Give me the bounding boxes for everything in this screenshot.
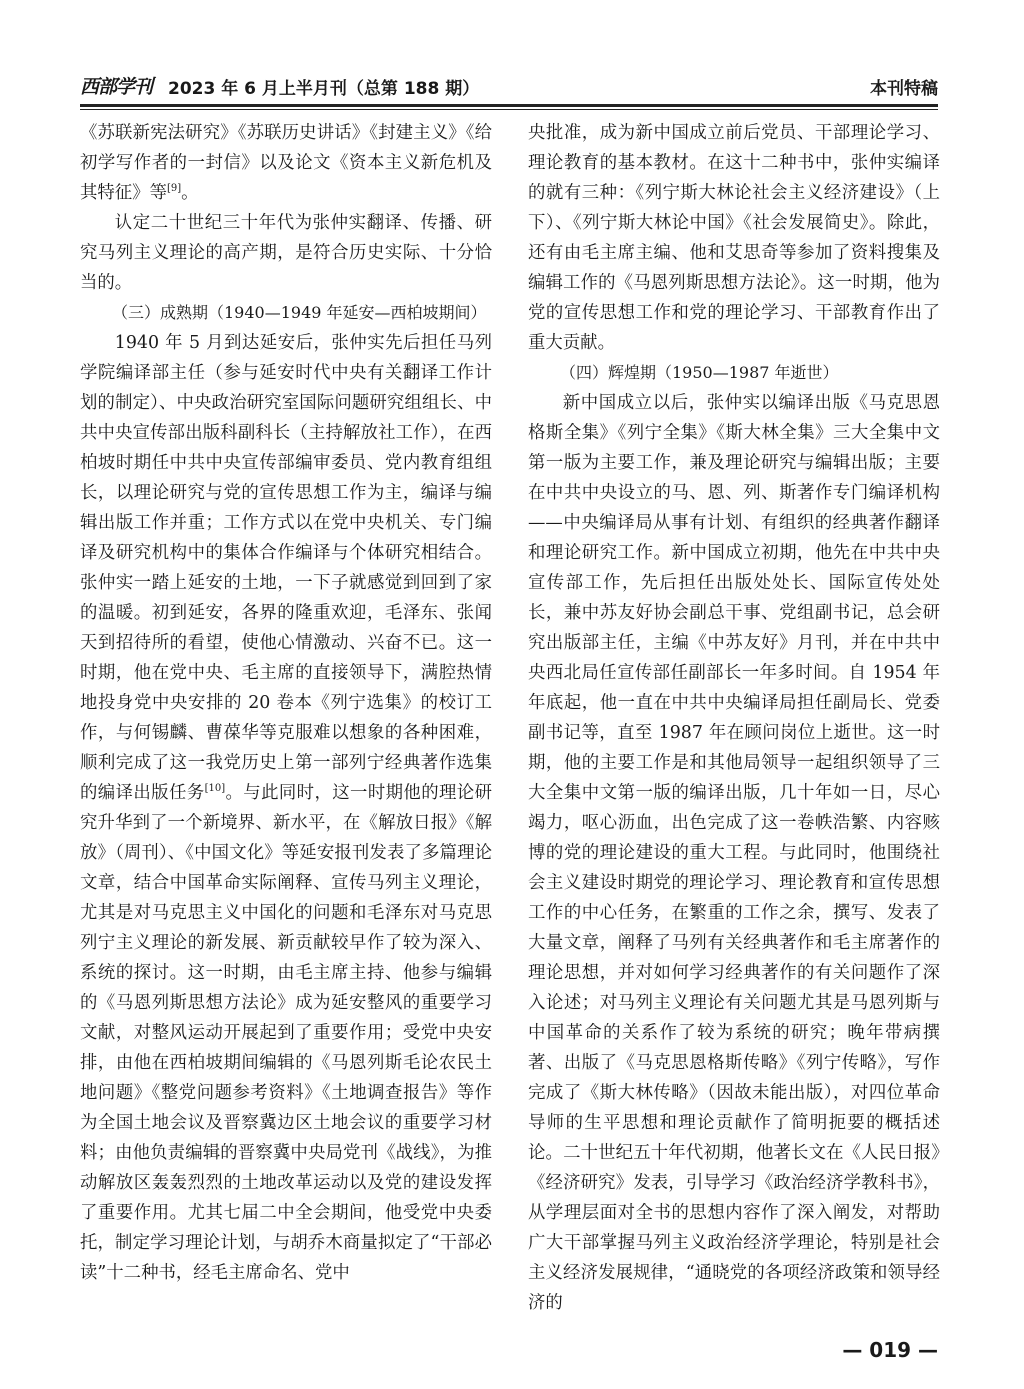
section-subheading: （四）辉煌期（1950—1987 年逝世） (560, 363, 839, 382)
section-subheading: （三）成熟期（1940—1949 年延安—西柏坡期间） (112, 303, 487, 322)
paragraph-text-rest: 。与此同时，这一时期他的理论研究升华到了一个新境界、新水平，在《解放日报》《解放》（周刊）、《中国文化》等延安报刊发表了多篇理论文章，结合中国革命实际阐释、宣传马列主义理论，尤其是对马克思主义中国化的问题和毛泽东对马克思列宁主义理论的新发展、新贡献较早作了较为深入、系统的探讨。这一时期，由毛主席主持、他参与编辑的《马恩列斯思想方法论》成为延安整风的重要学习文献，对整风运动开展起到了重要作用；受党中央安排，由他在西柏坡期间编辑的《马恩列斯毛论农民土地问题》《整党问题参考资料》《土地调查报告》等作为全国土地会议及晋察冀边区土地会议的重要学习材料；由他负责编辑的晋察冀中央局党刊《战线》，为推动解放区轰轰烈烈的土地改革运动以及党的建设发挥了重要作用。尤其七届二中全会期间，他受党中央委托，制定学习理论计划，与胡乔木商量拟定了“干部必读”十二种书，经毛主席命名、党中 (80, 783, 492, 1283)
paragraph: 新中国成立以后，张仲实以编译出版《马克思恩格斯全集》《列宁全集》《斯大林全集》三大全集中文第一版为主要工作，兼及理论研究与编辑出版；主要在中共中央设立的马、恩、列、斯著作专门编译机构——中央编译局从事有计划、有组织的经典著作翻译和理论研究工作。新中国成立初期，他先在中共中央宣传部工作，先后担任出版处处长、国际宣传处处长，兼中苏友好协会副总干事、党组副书记，总会研究出版部主任，主编《中苏友好》月刊，并在中共中央西北局任宣传部任副部长一年多时间。自 1954 年年底起，他一直在中共中央编译局担任副局长、党委副书记等，直至 1987 年在顾问岗位上逝世。这一时期，他的主要工作是和其他局领导一起组织领导了三大全集中文第一版的编译出版，几十年如一日，尽心竭力，呕心沥血，出色完成了这一卷帙浩繁、内容赅博的党的理论建设的重大工程。与此同时，他围绕社会主义建设时期党的理论学习、理论教育和宣传思想工作的中心任务，在繁重的工作之余，撰写、发表了大量文章，阐释了马列有关经典著作和毛主席著作的理论思想，并对如何学习经典著作的有关问题作了深入论述；对马列主义理论有关问题尤其是马恩列斯与中国革命的关系作了较为系统的研究；晚年带病撰著、出版了《马克思恩格斯传略》《列宁传略》，写作完成了《斯大林传略》（因故未能出版），对四位革命导师的生平思想和理论贡献作了简明扼要的概括述论。二十世纪五十年代初期，他著长文在《人民日报》《经济研究》发表，引导学习《政治经济学教科书》，从学理层面对全书的思想内容作了深入阐发，对帮助广大干部掌握马列主义政治经济学理论，特别是社会主义经济发展规律，“通晓党的各项经济政策和领导经济的 (528, 393, 940, 1313)
paragraph-text: 《苏联新宪法研究》《苏联历史讲话》《封建主义》《给初学写作者的一封信》以及论文《资本主义新危机及其特征》等 (80, 123, 492, 203)
paragraph-end: 。 (181, 183, 199, 203)
header-rule-thin (80, 109, 938, 110)
issue-info: 2023 年 6 月上半月刊（总第 188 期） (168, 79, 480, 99)
citation-ref: [10] (204, 783, 226, 795)
header-rule-thick (80, 104, 938, 107)
journal-logo: 西部学刊 (80, 76, 153, 98)
page-number: — 019 — (842, 1338, 938, 1362)
left-column (80, 118, 492, 1288)
running-header (80, 70, 938, 100)
right-column (528, 118, 940, 1318)
section-label: 本刊特稿 (870, 79, 938, 99)
paragraph-continued (80, 118, 492, 208)
paragraph: 认定二十世纪三十年代为张仲实翻译、传播、研究马列主义理论的高产期，是符合历史实际、十分恰当的。 (80, 213, 492, 293)
citation-ref: [9] (166, 183, 182, 195)
paragraph-text: 1940 年 5 月到达延安后，张仲实先后担任马列学院编译部主任（参与延安时代中央有关翻译工作计划的制定）、中央政治研究室国际问题研究组组长、中共中央宣传部出版科副科长（主持解放社工作），在西柏坡时期任中共中央宣传部编审委员、党内教育组组长，以理论研究与党的宣传思想工作为主，编译与编辑出版工作并重；工作方式以在党中央机关、专门编译及研究机构中的集体合作编译与个体研究相结合。张仲实一踏上延安的土地，一下子就感觉到回到了家的温暖。初到延安，各界的隆重欢迎，毛泽东、张闻天到招待所的看望，使他心情激动、兴奋不已。这一时期，他在党中央、毛主席的直接领导下，满腔热情地投身党中央安排的 20 卷本《列宁选集》的校订工作，与何锡麟、曹葆华等克服难以想象的各种困难，顺利完成了这一我党历史上第一部列宁经典著作选集的编译出版任务 (80, 333, 492, 803)
paragraph-continued: 央批准，成为新中国成立前后党员、干部理论学习、理论教育的基本教材。在这十二种书中，张仲实编译的就有三种：《列宁斯大林论社会主义经济建设》（上下）、《列宁斯大林论中国》《社会发展简史》。除此，还有由毛主席主编、他和艾思奇等参加了资料搜集及编辑工作的《马恩列斯思想方法论》。这一时期，他为党的宣传思想工作和党的理论学习、干部教育作出了重大贡献。 (528, 123, 940, 353)
paragraph (80, 328, 492, 1288)
